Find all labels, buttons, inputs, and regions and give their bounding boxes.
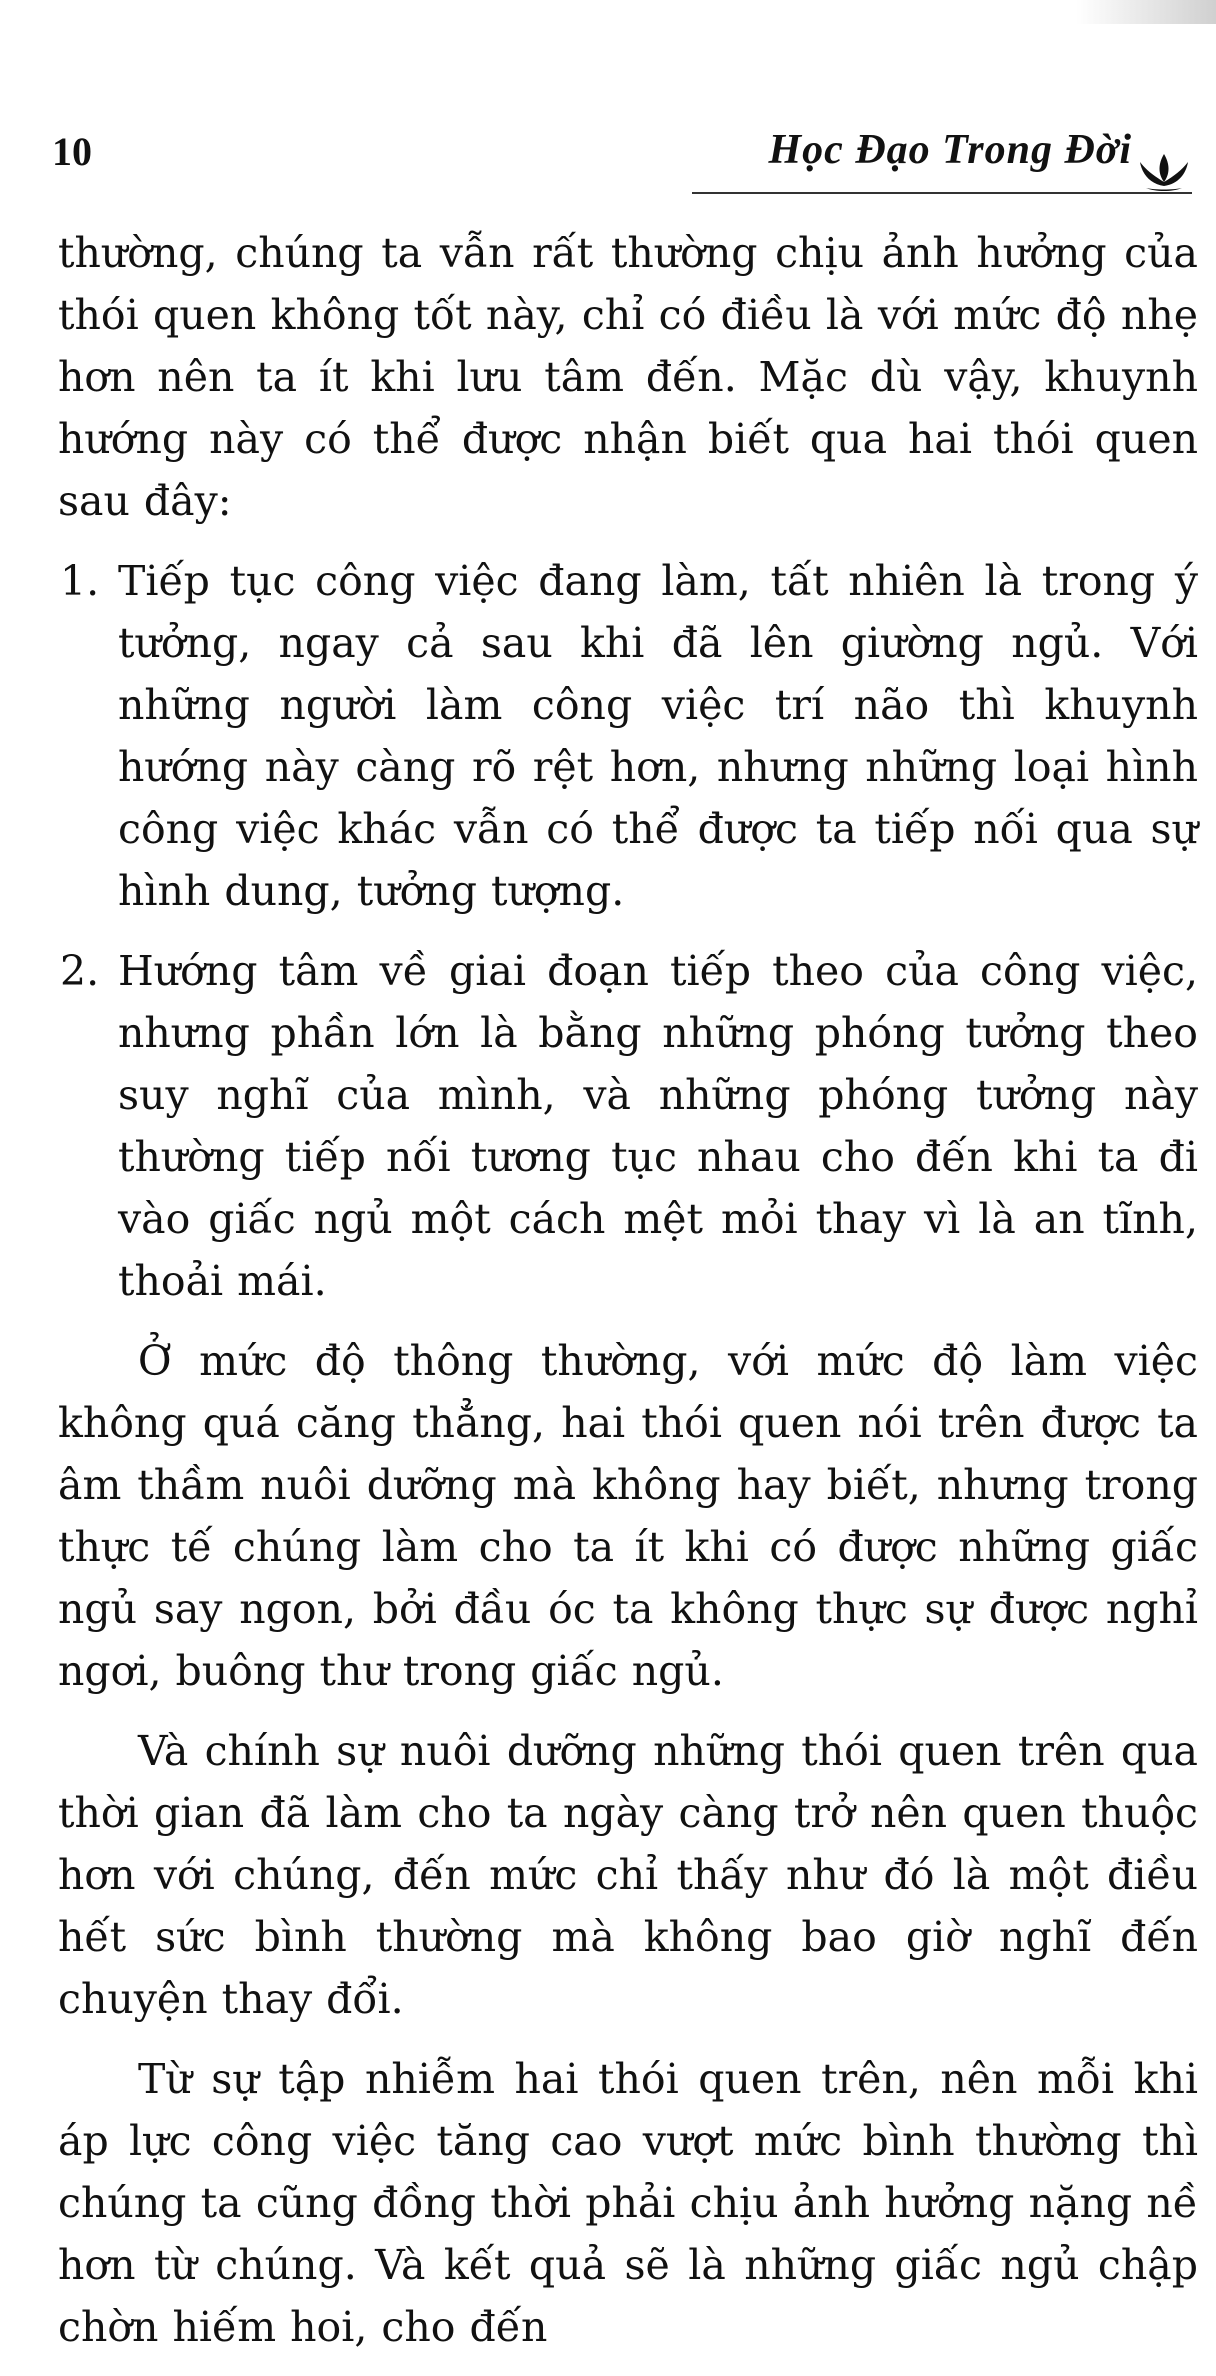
paragraph-continued: thường, chúng ta vẫn rất thường chịu ảnh hưởng của thói quen không tốt này, chỉ có điều là với mức độ nhẹ hơn nên ta ít khi lưu tâm đến. Mặc dù vậy, khuynh hướng này có thể được nhận biết qua hai thói quen sau đây: (58, 229, 1198, 525)
list-item-1 (60, 550, 1198, 922)
page-number: 10 (52, 129, 92, 174)
list-item-2-text: Hướng tâm về giai đoạn tiếp theo của công việc, nhưng phần lớn là bằng những phóng tưởng theo suy nghĩ của mình, và những phóng tưởng này thường tiếp nối tương tục nhau cho đến khi ta đi vào giấc ngủ một cách mệt mỏi thay vì là an tĩnh, thoải mái. (118, 947, 1198, 1305)
header-rule (692, 192, 1192, 194)
list-item-2 (60, 940, 1198, 1312)
body-text (58, 222, 1198, 2376)
lotus-icon (1136, 150, 1192, 194)
paragraph-3: Ở mức độ thông thường, với mức độ làm việc không quá căng thẳng, hai thói quen nói trên được ta âm thầm nuôi dưỡng mà không hay biết, nhưng trong thực tế chúng làm cho ta ít khi có được những giấc ngủ say ngon, bởi đầu óc ta không thực sự được nghỉ ngơi, buông thư trong giấc ngủ. (58, 1337, 1198, 1695)
page-header (52, 120, 1192, 200)
page-edge-shadow (1076, 0, 1216, 24)
list-item-1-number: 1. (60, 557, 100, 605)
running-title: Học Đạo Trong Đời (768, 127, 1132, 173)
paragraph-4: Và chính sự nuôi dưỡng những thói quen trên qua thời gian đã làm cho ta ngày càng trở nên quen thuộc hơn với chúng, đến mức chỉ thấy như đó là một điều hết sức bình thường mà không bao giờ nghĩ đến chuyện thay đổi. (58, 1727, 1198, 2023)
list-item-1-text: Tiếp tục công việc đang làm, tất nhiên là trong ý tưởng, ngay cả sau khi đã lên giường ngủ. Với những người làm công việc trí não thì khuynh hướng này càng rõ rệt hơn, nhưng những loại hình công việc khác vẫn có thể được ta tiếp nối qua sự hình dung, tưởng tượng. (118, 557, 1198, 915)
paragraph-5: Từ sự tập nhiễm hai thói quen trên, nên mỗi khi áp lực công việc tăng cao vượt mức bình thường thì chúng ta cũng đồng thời phải chịu ảnh hưởng nặng nề hơn từ chúng. Và kết quả sẽ là những giấc ngủ chập chờn hiếm hoi, cho đến (58, 2055, 1198, 2351)
list-item-2-number: 2. (60, 947, 100, 995)
